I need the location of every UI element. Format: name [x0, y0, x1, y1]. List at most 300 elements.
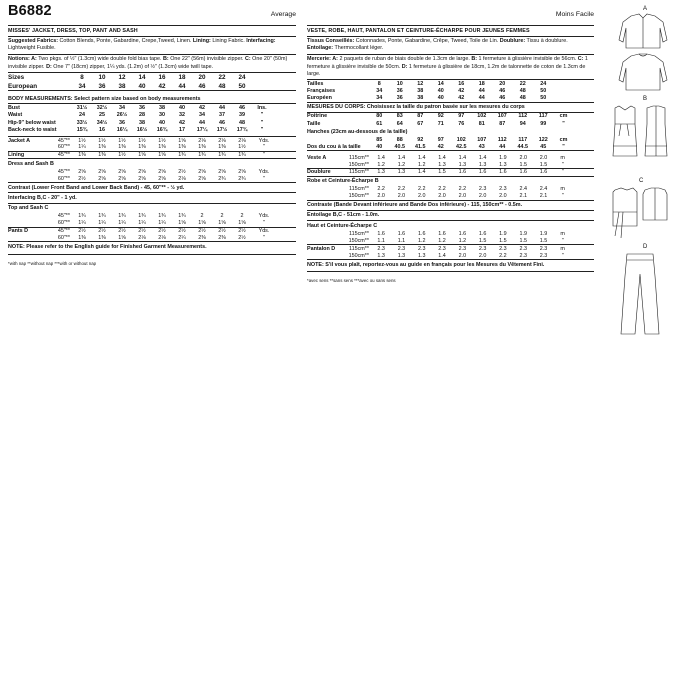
metrage-value: 1.6: [478, 230, 487, 237]
yardage-value: 2½: [78, 228, 86, 235]
mesure-value: 94: [519, 120, 526, 127]
metrage-value: 2.4: [539, 186, 548, 193]
view-a-label: A: [643, 6, 648, 12]
haut-heading: Haut et Ceinture-Écharpe C: [307, 222, 378, 229]
yardage-value: 2⅝: [118, 168, 126, 175]
view-c-label: C: [639, 178, 644, 184]
metrage-label: Pantalon D: [307, 245, 336, 252]
metrage-value: 1.5: [519, 161, 527, 168]
largeur-tissu: 115cm**: [349, 230, 369, 237]
yardage-value: 2¼: [178, 235, 186, 241]
metrage-unit: ": [561, 237, 564, 244]
mesure-unit: cm: [559, 113, 568, 120]
notions-paragraph-fr: Mercerie: A: 2 paquets de ruban de biais double de 1.3cm de large. B: 1 fermeture à glissière invisible de 56cm. C: 1 fermeture à glissière invisible de 50cm. D: 1 fermeture à glissière de 18cm, 1.2m de talonnette de coton de 1.3cm de large.: [307, 55, 594, 80]
metrage-value: 2.2: [397, 186, 406, 193]
metrage-label: Veste A: [307, 155, 327, 162]
metrage-value: 2.3: [478, 186, 487, 193]
mesure-value: 71: [437, 120, 444, 127]
yardage-value: 2⅝: [98, 168, 106, 175]
largeur-tissu: 115cm**: [349, 169, 369, 176]
european-size-value: 44: [178, 82, 186, 90]
yardage-value: 2: [200, 213, 204, 220]
metrage-unit: m: [560, 186, 565, 193]
contrast-yardage: Contrast (Lower Front Band and Lower Back Band) - 45, 60"** - ½ yd.: [8, 183, 296, 193]
body-measurement-value: 37: [219, 112, 225, 119]
yardage-value: 1⅜: [78, 235, 86, 241]
hanches-value: 117: [518, 137, 528, 144]
yardage-value: 1¾: [138, 213, 146, 220]
metrage-unit: ": [561, 193, 564, 200]
taille-fr-value: 38: [417, 88, 424, 95]
dos-value: 42: [437, 144, 444, 151]
european-size-value: 36: [98, 82, 106, 90]
metrage-row: [307, 245, 594, 252]
mesure-value: 112: [518, 113, 528, 120]
body-measurement-value: 34: [199, 112, 205, 119]
largeur-tissu: 115cm**: [349, 245, 369, 252]
metrage-value: 1.3: [458, 161, 467, 168]
european-size-value: 38: [118, 82, 126, 90]
metrage-row: [307, 193, 594, 200]
size-value: 20: [198, 74, 206, 82]
metrage-value: 2.0: [377, 193, 385, 200]
top-front-icon: [613, 188, 637, 238]
body-measurement-value: 25: [99, 112, 105, 119]
metrage-value: 2.0: [478, 193, 487, 200]
yardage-label: Pants D: [8, 228, 29, 235]
metrage-value: 2.2: [417, 186, 426, 193]
body-measurement-row: [8, 104, 296, 111]
yardage-value: 1⅜: [158, 144, 166, 151]
body-measurement-value: 26½: [116, 112, 128, 119]
european-size-value: 40: [138, 82, 146, 90]
garment-sketches: [605, 6, 675, 346]
body-measurement-value: 16¾: [156, 127, 168, 134]
metrage-row: [307, 238, 594, 245]
dos-value: 40: [376, 144, 383, 151]
body-measurement-row: [8, 127, 296, 134]
metrage-value: 2.2: [377, 186, 385, 193]
taille-value: 12: [417, 80, 424, 87]
yardage-value: 2: [240, 213, 244, 220]
yardage-row: [8, 168, 296, 175]
fabric-width: 45"**: [57, 151, 70, 158]
body-measurement-value: 28: [139, 112, 145, 119]
mesure-value: 107: [497, 113, 507, 120]
metrage-value: 1.5: [519, 237, 527, 244]
metrage-value: 2.0: [499, 193, 507, 200]
body-measurement-value: 17½: [216, 127, 228, 134]
metrage-row: [307, 186, 594, 193]
taille-value: 16: [458, 80, 465, 87]
hanches-value: 97: [437, 137, 444, 144]
fabric-width: 60"**: [57, 235, 70, 241]
difficulty-level: Average: [270, 11, 296, 18]
metrage-value: 2.1: [539, 193, 548, 200]
mesure-value: 87: [417, 113, 424, 120]
body-measurement-label: Back-neck to waist: [8, 127, 57, 134]
dress-front-icon: [613, 106, 637, 156]
yardage-value: 1½: [238, 144, 246, 151]
metrage-value: 1.5: [499, 237, 507, 244]
dress-back-icon: [645, 106, 667, 156]
yardage-value: 1½: [98, 137, 106, 144]
metrage-unit: m: [560, 230, 565, 237]
yardage-value: 2½: [198, 228, 206, 235]
interfacing-yardage: Interfacing B,C - 20" - 1 yd.: [8, 193, 296, 203]
mesure-value: 92: [437, 113, 444, 120]
yardage-value: 2⅜: [218, 235, 226, 241]
metrage-value: 1.4: [377, 155, 385, 162]
mesure-value: 80: [376, 113, 383, 120]
metrage-value: 1.1: [377, 237, 385, 244]
yardage-value: 1¼: [98, 220, 106, 227]
metrage-row: [307, 154, 594, 161]
mesure-value: 67: [417, 120, 424, 127]
metrage-value: 2.3: [499, 245, 507, 252]
fabric-width: 45"**: [57, 228, 70, 235]
yardage-value: 2½: [78, 175, 86, 182]
metrage-value: 1.3: [397, 252, 406, 259]
yardage-value: 1¾: [118, 213, 126, 220]
fabrics-paragraph-fr: Tissus Conseillés: Cotonnades, Ponte, Gabardine, Crêpe, Tweed, Toile de Lin. Doublure: Tissu à doublure. Entoilage: Thermocollant léger.: [307, 37, 594, 55]
yardage-value: 2⅝: [118, 175, 126, 182]
body-measurement-value: 40: [179, 105, 185, 111]
body-measurement-value: 24: [79, 112, 85, 119]
body-measurement-value: 32½: [96, 105, 108, 111]
yardage-value: 2½: [158, 228, 166, 235]
yardage-unit: ": [263, 175, 265, 182]
fabrics-paragraph: Suggested Fabrics: Cotton Blends, Ponte, Gabardine, Crepe,Tweed, Linen. Lining: Lining Fabric. Interfacing: Lightweight Fusible.: [8, 37, 296, 55]
yardage-value: 2⅛: [218, 137, 226, 144]
mesure-value: 117: [538, 113, 548, 120]
metrage-value: 1.4: [417, 169, 426, 176]
yardage-value: 1⅝: [138, 151, 146, 158]
metrage-value: 2.3: [397, 245, 406, 252]
european-size-value: 48: [218, 82, 226, 90]
yardage-unit: Yds.: [258, 137, 270, 144]
size-label: Sizes: [8, 74, 25, 82]
yardage-value: 2½: [218, 228, 226, 235]
body-measurement-label: Bust: [8, 105, 20, 111]
europeen-row: [307, 95, 594, 102]
size-value: 12: [118, 74, 126, 82]
european-row: [8, 82, 296, 91]
yardage-row: [8, 220, 296, 227]
body-measurements-title: BODY MEASUREMENTS: Select pattern size based on body measurements: [8, 94, 296, 104]
dos-label: Dos du cou à la taille: [307, 144, 361, 151]
garment-line-drawings: [605, 6, 675, 346]
metrage-value: 1.2: [417, 161, 426, 168]
yardage-row: [8, 137, 296, 144]
dos-value: 41.5: [415, 144, 426, 151]
yardage-value: 1⅝: [178, 137, 186, 144]
metrage-row: [307, 230, 594, 237]
yardage-label: Lining: [8, 151, 25, 158]
metrage-value: 2.3: [499, 186, 507, 193]
metrage-value: 2.2: [438, 186, 446, 193]
entoilage-metrage: Entoilage B,C - 51cm - 1.0m.: [307, 211, 594, 221]
size-value: 24: [238, 74, 246, 82]
metrage-value: 2.3: [519, 252, 527, 259]
top-back-icon: [643, 188, 667, 220]
metrage-value: 2.0: [478, 252, 487, 259]
nap-footnote: *with nap **without nap ***with or without nap: [8, 260, 97, 266]
hanches-value: 102: [456, 137, 466, 144]
body-measurement-value: 42: [199, 105, 205, 111]
metrage-value: 2.0: [519, 155, 527, 162]
body-measurement-value: 34: [119, 105, 125, 111]
mesure-row: [307, 137, 594, 144]
dos-value: 44: [499, 144, 506, 151]
mesure-value: 102: [477, 113, 487, 120]
yardage-value: 2½: [98, 228, 106, 235]
metrage-value: 2.0: [458, 193, 467, 200]
dos-value: 43: [478, 144, 485, 151]
taille-eu-label: Européen: [307, 95, 332, 102]
metrage-value: 1.6: [438, 230, 446, 237]
metrage-row: [307, 252, 594, 259]
metrage-value: 1.6: [539, 169, 548, 176]
body-measurement-value: 15¾: [76, 127, 88, 134]
hanches-unit: cm: [559, 137, 568, 144]
taille-fr-value: 36: [396, 88, 403, 95]
yardage-value: 1¾: [178, 151, 186, 158]
taille-value: 8: [377, 80, 381, 87]
yardage-value: 1⅜: [218, 144, 226, 151]
view-d-label: D: [643, 244, 648, 250]
european-size-value: 46: [198, 82, 206, 90]
body-measurement-unit: Ins.: [257, 105, 267, 111]
metrage-value: 2.3: [478, 245, 487, 252]
yardage-value: 2½: [238, 228, 246, 235]
body-measurement-label: Hip-9" below waist: [8, 119, 56, 126]
mesure-value: 83: [396, 113, 403, 120]
metrage-value: 2.1: [519, 193, 527, 200]
english-header: [8, 0, 296, 26]
yardage-unit: Yds.: [258, 228, 270, 235]
taille-eu-value: 36: [396, 95, 403, 102]
dress-heading: Dress and Sash B: [8, 160, 54, 167]
yardage-value: 2⅝: [78, 168, 86, 175]
body-measurement-value: 31½: [76, 105, 88, 111]
body-measurement-value: 17¾: [236, 127, 248, 134]
largeur-tissu: 115cm**: [349, 155, 369, 162]
body-measurement-value: 46: [239, 105, 245, 111]
yardage-value: 2: [220, 213, 224, 220]
fabric-width: 60"**: [57, 175, 70, 182]
finished-measurements-note: NOTE: Please refer to the English guide for Finished Garment Measurements.: [8, 242, 296, 254]
yardage-row: [8, 235, 296, 242]
taille-value: 22: [519, 80, 526, 87]
metrage-value: 1.9: [499, 230, 507, 237]
size-value: 22: [218, 74, 226, 82]
taille-value: 24: [540, 80, 547, 87]
body-measurement-value: 36: [119, 119, 125, 126]
yardage-label: Jacket A: [8, 137, 30, 144]
metrage-value: 2.0: [539, 155, 548, 162]
yardage-value: 2⅝: [98, 175, 106, 182]
taille-value: 10: [396, 80, 403, 87]
hanches-value: 122: [538, 137, 548, 144]
metrage-value: 1.6: [478, 169, 487, 176]
metrage-unit: ": [561, 161, 564, 168]
yardage-value: 1⅜: [138, 144, 146, 151]
fabric-width: 45"**: [57, 213, 70, 220]
yardage-value: 1¾: [78, 213, 86, 220]
mesure-row: [307, 144, 594, 151]
yardage-value: 2⅝: [138, 175, 146, 182]
body-measurements-table: [8, 104, 296, 134]
body-measurement-value: 38: [139, 119, 145, 126]
yardage-value: 1⅝: [118, 235, 126, 241]
tailles-row: [307, 80, 594, 87]
mesure-value: 64: [396, 120, 403, 127]
yardage-value: 1⅝: [158, 151, 166, 158]
yardage-value: 2½: [138, 228, 146, 235]
yardage-value: 2½: [118, 228, 126, 235]
metrage-value: 1.6: [417, 230, 426, 237]
metrage-value: 1.4: [397, 155, 406, 162]
yardage-value: 2¾: [218, 175, 226, 182]
yardage-value: 2⅝: [198, 168, 206, 175]
taille-value: 20: [499, 80, 506, 87]
yardage-row: [8, 228, 296, 235]
metrage-value: 1.3: [438, 161, 446, 168]
french-header: [307, 0, 594, 26]
metrage-value: 2.3: [519, 245, 527, 252]
taille-eu-value: 44: [478, 95, 485, 102]
hanches-heading: Hanches (23cm au-dessous de la taille): [307, 128, 408, 135]
metrage-value: 1.1: [397, 237, 406, 244]
size-value: 18: [178, 74, 186, 82]
hanches-value: 107: [477, 137, 487, 144]
metrage-row: [307, 162, 594, 169]
metrage-value: 2.3: [377, 245, 385, 252]
english-column: [8, 0, 296, 266]
largeur-tissu: 150cm**: [348, 252, 369, 259]
size-value: 16: [158, 74, 166, 82]
robe-heading: Robe et Ceinture-Écharpe B: [307, 178, 379, 185]
yardage-value: 2⅛: [238, 137, 246, 144]
metrage-value: 1.5: [478, 237, 487, 244]
metrage-value: 2.2: [499, 252, 507, 259]
dos-value: 40.5: [394, 144, 405, 151]
body-measurement-row: [8, 112, 296, 119]
taille-eu-value: 42: [458, 95, 465, 102]
yardage-value: 1¼: [78, 220, 86, 227]
yardage-value: 1¾: [98, 213, 106, 220]
body-measurement-value: 34½: [96, 119, 108, 126]
taille-fr-value: 44: [478, 88, 485, 95]
european-size-value: 34: [78, 82, 86, 90]
taille-fr-value: 42: [458, 88, 465, 95]
yardage-row: [8, 152, 296, 159]
yardage-value: 1¼: [78, 144, 86, 151]
body-measurement-value: 17: [179, 127, 185, 134]
yardage-value: 1½: [78, 137, 86, 144]
dos-value: 44.5: [517, 144, 528, 151]
yardage-value: 1⅜: [98, 235, 106, 241]
body-measurement-value: 38: [159, 105, 165, 111]
metrage-value: 2.0: [458, 252, 467, 259]
metrage-unit: m: [560, 245, 565, 252]
metrage-row: [307, 169, 594, 176]
yardage-value: 1¼: [118, 220, 126, 227]
mesure-row: [307, 113, 594, 120]
largeur-tissu: 115cm**: [349, 186, 369, 193]
metrage-value: 1.4: [417, 155, 426, 162]
contraste-metrage: Contraste (Bande Devant inférieure and Bande Dos inférieure) - 115, 150cm** - 0.5m.: [307, 201, 594, 211]
metrage-value: 1.4: [438, 252, 446, 259]
finished-measurements-note-fr: NOTE: S'il vous plaît, reportez-vous au guide en français pour les Mesures du Vêtement Fini.: [307, 260, 594, 272]
jacket-front-icon: [619, 14, 667, 48]
yardage-value: 2½: [178, 228, 186, 235]
yardage-value: 1⅜: [98, 151, 106, 158]
fabric-width: 60"**: [57, 220, 70, 227]
body-measurement-value: 42: [179, 119, 185, 126]
yardage-value: 1½: [138, 137, 146, 144]
size-value: 8: [80, 74, 84, 82]
yardage-value: 2⅝: [158, 168, 166, 175]
body-measurement-value: 39: [239, 112, 245, 119]
metrage-value: 1.3: [478, 161, 487, 168]
hanches-value: 85: [376, 137, 383, 144]
yardage-unit: Yds.: [258, 168, 270, 175]
body-measurement-value: 30: [159, 112, 165, 119]
pattern-code: B6882: [8, 3, 52, 19]
yardage-value: 1¾: [158, 213, 166, 220]
taille-fr-value: 34: [376, 88, 383, 95]
metrage-value: 1.2: [458, 237, 467, 244]
nap-footnote-fr: *avec sens **sans sens ***avec ou sans sens: [307, 278, 396, 284]
yardage-table-fr: [307, 151, 594, 259]
metrage-unit: m: [560, 155, 565, 162]
yardage-table: [8, 137, 296, 242]
hanches-value: 112: [497, 137, 507, 144]
taille-eu-value: 50: [540, 95, 547, 102]
metrage-value: 2.3: [458, 245, 467, 252]
mesure-value: 61: [376, 120, 383, 127]
yardage-unit: ": [263, 220, 265, 227]
size-value: 14: [138, 74, 146, 82]
body-measurement-value: 16: [99, 127, 105, 134]
yardage-row: [8, 144, 296, 151]
mesure-value: 76: [458, 120, 465, 127]
body-measurement-value: 46: [219, 119, 225, 126]
metrage-value: 2.0: [417, 193, 426, 200]
metrage-value: 2.0: [438, 193, 446, 200]
yardage-value: 1¼: [158, 220, 166, 227]
metrage-value: 2.3: [539, 252, 548, 259]
metrage-value: 1.3: [377, 169, 385, 176]
metrage-value: 2.3: [417, 245, 426, 252]
yardage-value: 2⅛: [138, 235, 146, 241]
metrage-value: 2.3: [438, 245, 446, 252]
taille-fr-value: 48: [519, 88, 526, 95]
largeur-tissu: 150cm**: [348, 237, 369, 244]
metrage-value: 1.9: [499, 155, 507, 162]
fabric-width: 45"**: [57, 137, 70, 144]
yardage-value: 1¾: [218, 151, 226, 158]
metrage-value: 1.6: [519, 169, 527, 176]
mesure-value: 97: [458, 113, 465, 120]
yardage-value: 2⅛: [198, 137, 206, 144]
french-column: [307, 0, 594, 283]
largeur-tissu: 150cm**: [348, 161, 369, 168]
body-measurement-value: 17¼: [196, 127, 208, 134]
taille-eu-value: 48: [519, 95, 526, 102]
